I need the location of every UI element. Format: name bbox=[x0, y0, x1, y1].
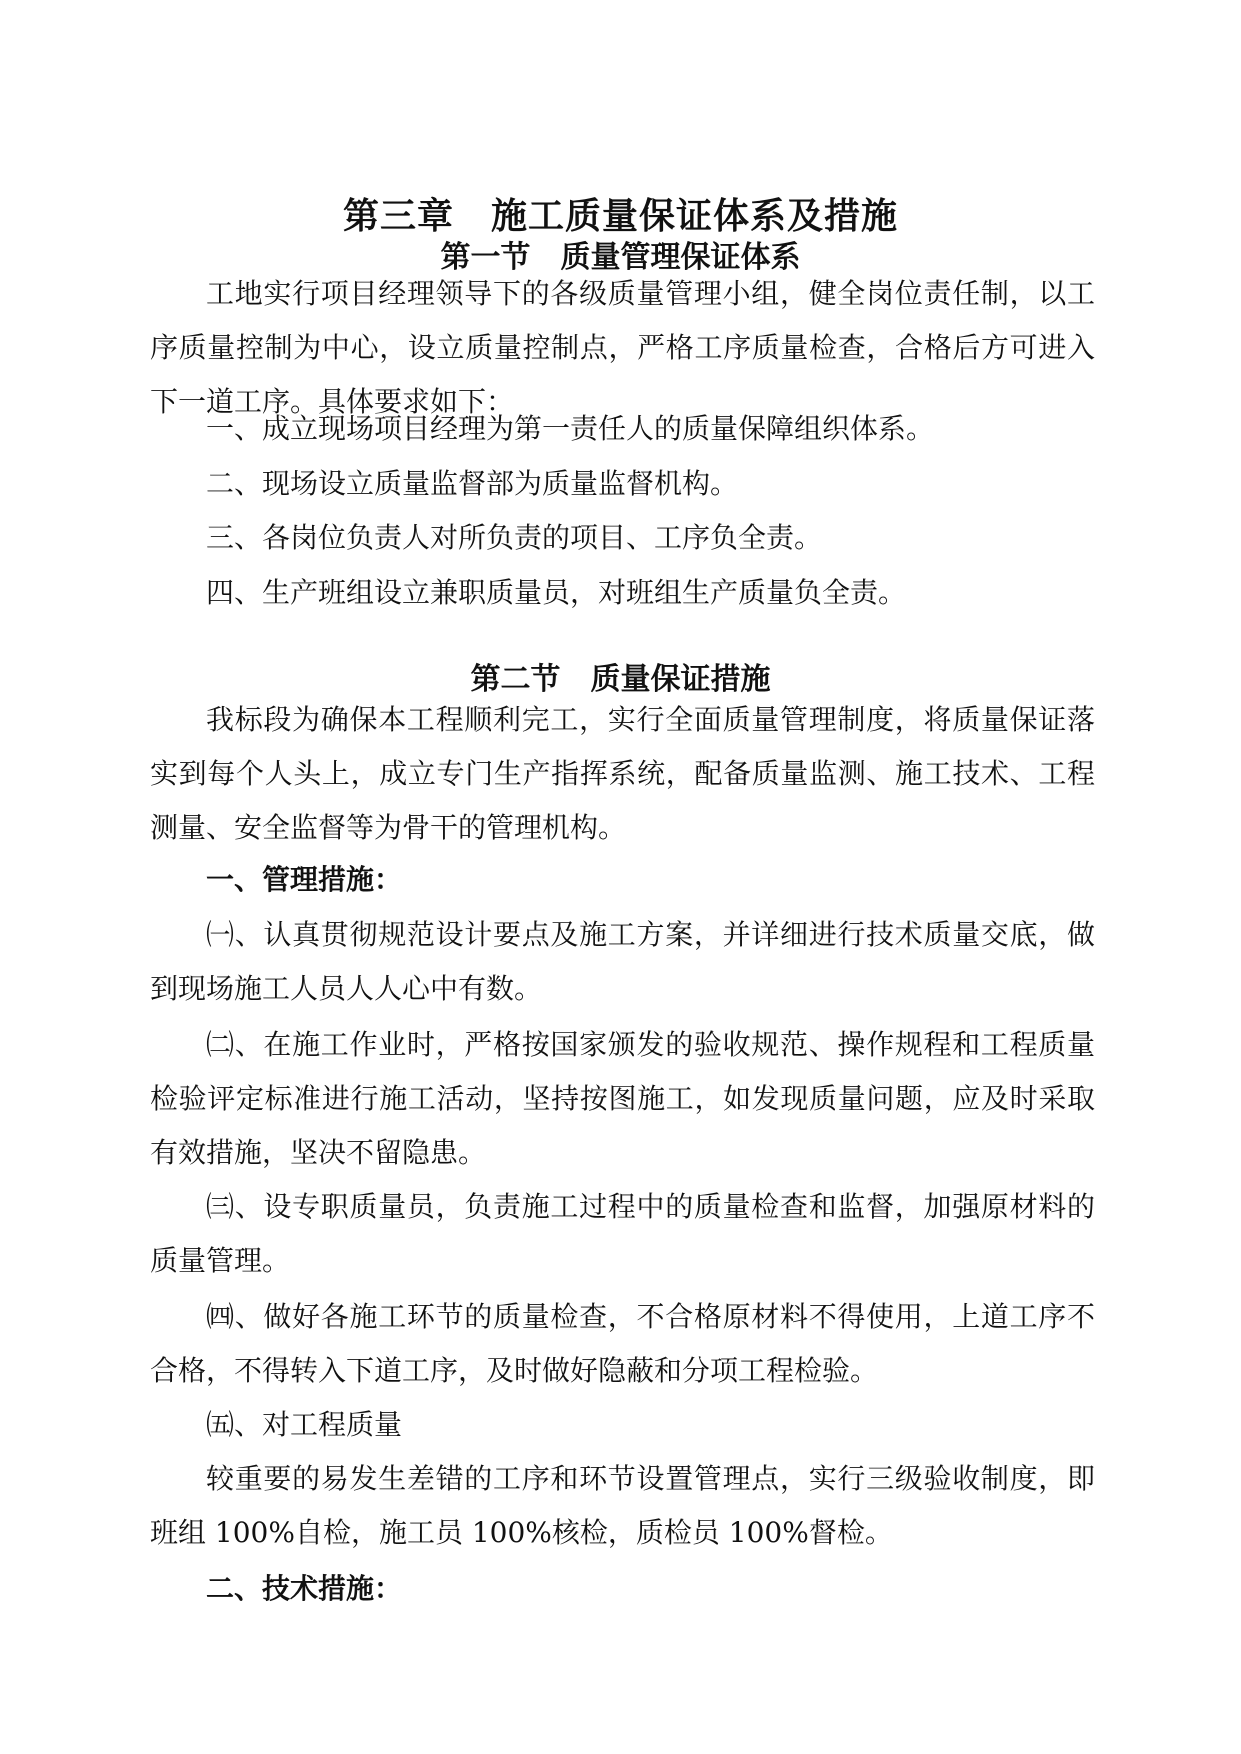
chapter-title: 第三章 施工质量保证体系及措施 bbox=[342, 195, 898, 237]
section-1-intro: 工地实行项目经理领导下的各级质量管理小组，健全岗位责任制，以工序质量控制为中心，设立质量控制点，严格工序质量检查，合格后方可进入下一道工序。具体要求如下： bbox=[150, 277, 1095, 418]
technical-measures-heading: 二、技术措施： bbox=[206, 1572, 403, 1605]
management-measures-heading: 一、管理措施： bbox=[206, 863, 403, 896]
management-item-4: ㈣、做好各施工环节的质量检查，不合格原材料不得使用，上道工序不合格，不得转入下道工序，及时做好隐蔽和分项工程检验。 bbox=[150, 1300, 1095, 1387]
section-1-item-3: 三、各岗位负责人对所负责的项目、工序负全责。 bbox=[206, 521, 823, 554]
management-item-1: ㈠、认真贯彻规范设计要点及施工方案，并详细进行技术质量交底，做到现场施工人员人人心中有数。 bbox=[150, 918, 1095, 1005]
section-1-item-4: 四、生产班组设立兼职质量员，对班组生产质量负全责。 bbox=[206, 576, 907, 609]
management-item-5: ㈤、对工程质量 bbox=[206, 1408, 403, 1441]
section-2-title: 第二节 质量保证措施 bbox=[470, 662, 771, 697]
management-item-5-detail: 较重要的易发生差错的工序和环节设置管理点，实行三级验收制度，即班组 100%自检，施工员 100%核检，质检员 100%督检。 bbox=[150, 1462, 1095, 1549]
section-1-item-2: 二、现场设立质量监督部为质量监督机构。 bbox=[206, 467, 739, 500]
management-item-2: ㈡、在施工作业时，严格按国家颁发的验收规范、操作规程和工程质量检验评定标准进行施工活动，坚持按图施工，如发现质量问题，应及时采取有效措施，坚决不留隐患。 bbox=[150, 1028, 1095, 1169]
section-1-title: 第一节 质量管理保证体系 bbox=[440, 240, 801, 275]
section-2-intro: 我标段为确保本工程顺利完工，实行全面质量管理制度，将质量保证落实到每个人头上，成立专门生产指挥系统，配备质量监测、施工技术、工程测量、安全监督等为骨干的管理机构。 bbox=[150, 703, 1095, 844]
section-1-item-1: 一、成立现场项目经理为第一责任人的质量保障组织体系。 bbox=[206, 412, 935, 445]
management-item-3: ㈢、设专职质量员，负责施工过程中的质量检查和监督，加强原材料的质量管理。 bbox=[150, 1190, 1095, 1277]
